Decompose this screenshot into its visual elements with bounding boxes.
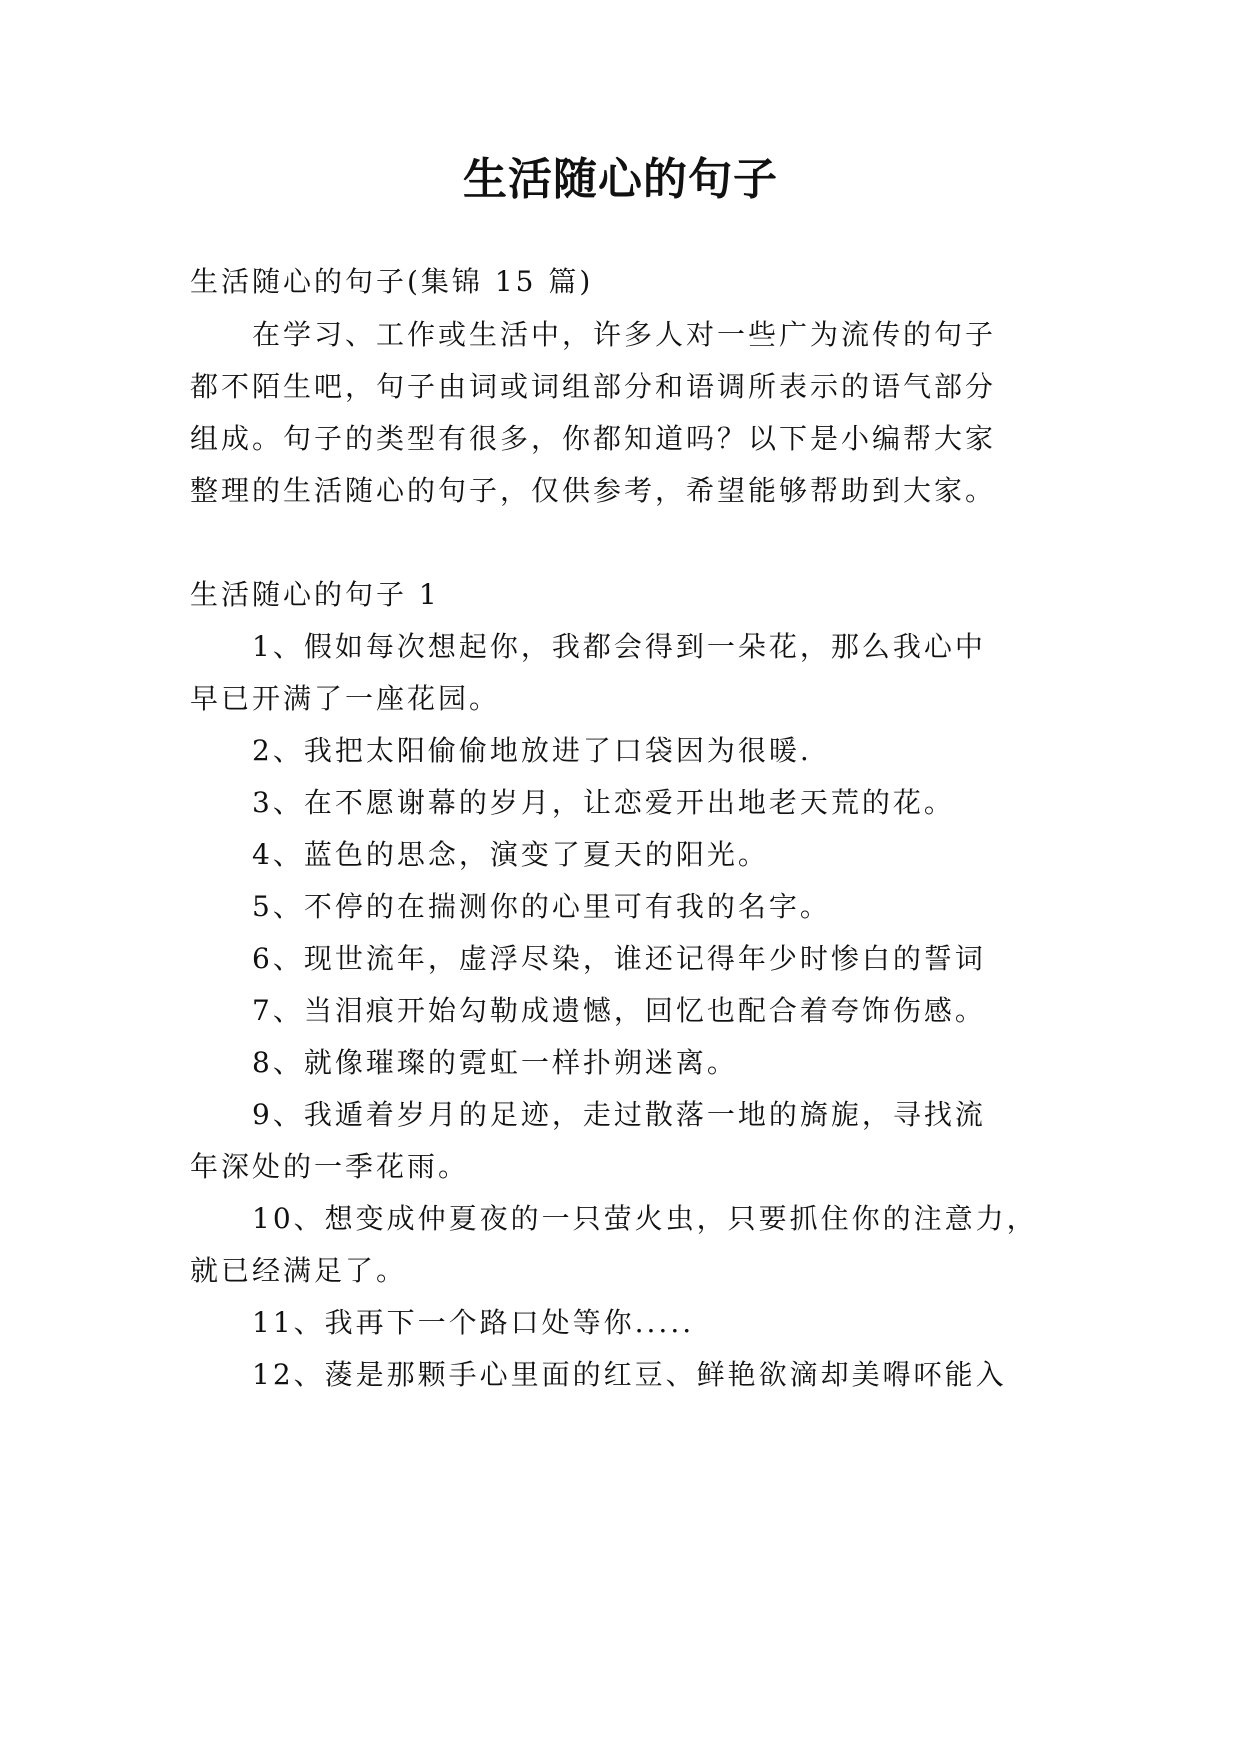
item-line: 5、不停的在揣测你的心里可有我的名字。 [252, 890, 831, 923]
item-line: 6、现世流年，虚浮尽染，谁还记得年少时惨白的誓词 [252, 942, 986, 975]
item-line: 9、我遁着岁月的足迹，走过散落一地的旖旎，寻找流 [252, 1098, 986, 1131]
item-line: 4、蓝色的思念，演变了夏天的阳光。 [252, 838, 769, 871]
item-line: 7、当泪痕开始勾勒成遗憾，回忆也配合着夸饰伤感。 [252, 994, 986, 1027]
item-line: 3、在不愿谢幕的岁月，让恋爱开出地老天荒的花。 [252, 786, 955, 819]
item-line: 8、就像璀璨的霓虹一样扑朔迷离。 [252, 1046, 738, 1079]
intro-line-1: 在学习、工作或生活中，许多人对一些广为流传的句子 [252, 318, 997, 351]
intro-line-4: 整理的生活随心的句子，仅供参考，希望能够帮助到大家。 [190, 474, 997, 507]
item-line: 2、我把太阳偷偷地放进了口袋因为很暖. [252, 734, 812, 767]
intro-line-3: 组成。句子的类型有很多，你都知道吗？以下是小编帮大家 [190, 422, 997, 455]
item-line: 12、蔆是那颗手心里面的红豆、鲜艳欲滴却美嘚吥能入 [252, 1358, 1007, 1391]
item-line: 1、假如每次想起你，我都会得到一朵花，那么我心中 [252, 630, 986, 663]
item-line: 就已经满足了。 [190, 1254, 408, 1287]
document-title: 生活随心的句子 [463, 154, 778, 205]
item-line: 早已开满了一座花园。 [190, 682, 501, 715]
intro-line-2: 都不陌生吧，句子由词或词组部分和语调所表示的语气部分 [190, 370, 997, 403]
document-subtitle: 生活随心的句子(集锦 15 篇) [190, 265, 594, 298]
item-line: 10、想变成仲夏夜的一只萤火虫，只要抓住你的注意力， [252, 1202, 1038, 1235]
item-line: 11、我再下一个路口处等你..... [252, 1306, 695, 1339]
section-heading: 生活随心的句子 1 [190, 578, 440, 611]
item-line: 年深处的一季花雨。 [190, 1150, 470, 1183]
